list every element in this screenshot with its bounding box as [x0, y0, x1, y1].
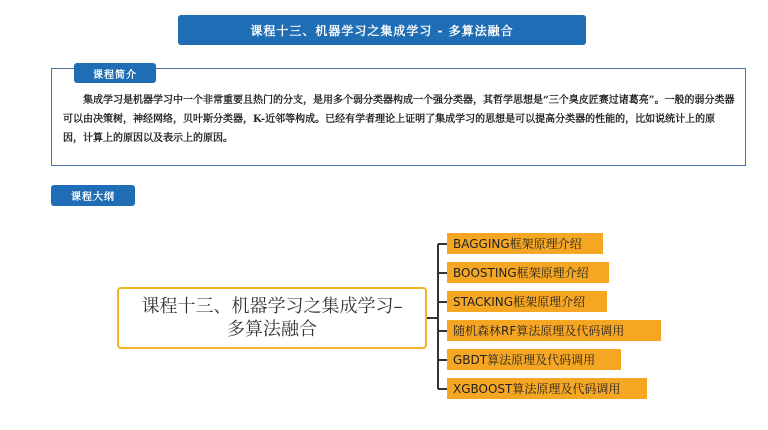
branch-stacking — [447, 291, 607, 312]
branch-label: BAGGING框架原理介绍 — [453, 237, 582, 251]
mindmap-center-node — [117, 287, 427, 349]
branch-label: BOOSTING框架原理介绍 — [453, 266, 589, 280]
intro-tag-label: 课程简介 — [93, 69, 137, 81]
branch-label: GBDT算法原理及代码调用 — [453, 353, 596, 367]
branch-boosting — [447, 262, 609, 283]
branch-random-forest — [447, 320, 661, 341]
branch-label: XGBOOST算法原理及代码调用 — [453, 382, 621, 396]
mindmap-center-label: 课程十三、机器学习之集成学习– 多算法融合 — [141, 296, 403, 340]
intro-text: 集成学习是机器学习中一个非常重要且热门的分支，是用多个弱分类器构成一个强分类器，其哲学思想是“三个臭皮匠赛过诸葛亮”。一般的弱分类器可以由决策树，神经网络，贝叶斯分类器，K-近邻等构成。已经有学者理论上证明了集成学习的思想是可以提高分类器的性能的，比如说统计上的原因，计算上的原因以及表示上的原因。 — [63, 95, 735, 144]
branch-label: STACKING框架原理介绍 — [453, 295, 586, 309]
course-title: 课程十三、机器学习之集成学习 - 多算法融合 — [250, 23, 514, 38]
outline-tag-label: 课程大纲 — [71, 192, 115, 203]
branch-bagging — [447, 233, 603, 254]
branch-gbdt — [447, 349, 621, 370]
branch-xgboost — [447, 378, 647, 399]
branch-label: 随机森林RF算法原理及代码调用 — [453, 324, 625, 338]
